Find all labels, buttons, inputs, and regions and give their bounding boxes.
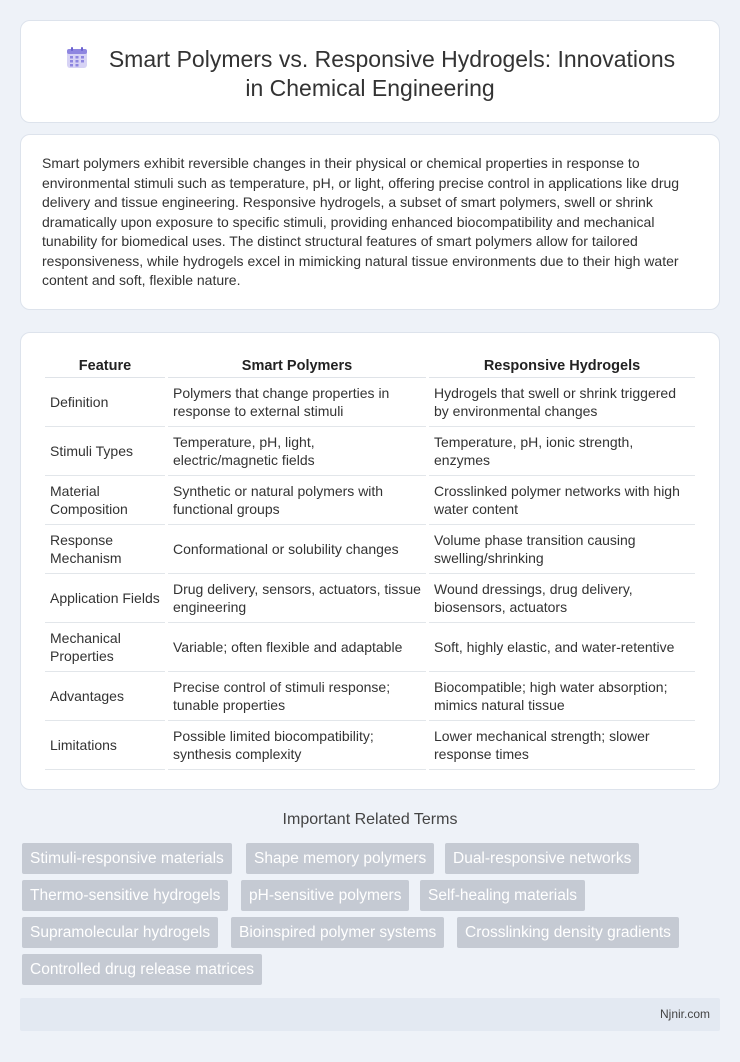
title-line-1: Smart Polymers vs. Responsive Hydrogels: Innovations [108, 46, 676, 72]
table-row [45, 623, 695, 672]
title-card [20, 20, 720, 123]
related-term-tag[interactable]: Self-healing materials [420, 880, 585, 911]
table-row [45, 378, 695, 427]
table-row [45, 574, 695, 623]
table-header-row [45, 355, 695, 378]
comparison-card [20, 332, 720, 790]
cell-smart-polymers: Variable; often flexible and adaptable [168, 623, 426, 672]
related-term-tag[interactable]: Stimuli-responsive materials [22, 843, 232, 874]
cell-smart-polymers: Conformational or solubility changes [168, 525, 426, 574]
table-row [45, 427, 695, 476]
cell-feature: Advantages [45, 672, 165, 721]
cell-responsive-hydrogels: Hydrogels that swell or shrink triggered by environmental changes [429, 378, 695, 427]
title-line-2: in Chemical Engineering [245, 75, 495, 101]
cell-smart-polymers: Precise control of stimuli response; tunable properties [168, 672, 426, 721]
related-term-tag[interactable]: Crosslinking density gradients [457, 917, 679, 948]
related-term-tag[interactable]: Shape memory polymers [246, 843, 434, 874]
cell-responsive-hydrogels: Temperature, pH, ionic strength, enzymes [429, 427, 695, 476]
comparison-table [42, 355, 698, 770]
table-row [45, 476, 695, 525]
cell-feature: Application Fields [45, 574, 165, 623]
calendar-icon [65, 46, 89, 70]
intro-card [20, 134, 720, 310]
related-term-tag[interactable]: Dual-responsive networks [445, 843, 639, 874]
cell-responsive-hydrogels: Lower mechanical strength; slower response times [429, 721, 695, 770]
cell-feature: Response Mechanism [45, 525, 165, 574]
cell-responsive-hydrogels: Crosslinked polymer networks with high water content [429, 476, 695, 525]
related-terms-title: Important Related Terms [282, 811, 458, 828]
table-row [45, 721, 695, 770]
related-term-tag[interactable]: Bioinspired polymer systems [231, 917, 444, 948]
cell-responsive-hydrogels: Volume phase transition causing swelling/shrinking [429, 525, 695, 574]
cell-responsive-hydrogels: Wound dressings, drug delivery, biosensors, actuators [429, 574, 695, 623]
related-term-tag[interactable]: Controlled drug release matrices [22, 954, 262, 985]
cell-feature: Limitations [45, 721, 165, 770]
cell-responsive-hydrogels: Biocompatible; high water absorption; mimics natural tissue [429, 672, 695, 721]
related-term-tag[interactable]: Thermo-sensitive hydrogels [22, 880, 228, 911]
cell-feature: Mechanical Properties [45, 623, 165, 672]
cell-smart-polymers: Synthetic or natural polymers with functional groups [168, 476, 426, 525]
cell-smart-polymers: Possible limited biocompatibility; synthesis complexity [168, 721, 426, 770]
cell-smart-polymers: Temperature, pH, light, electric/magnetic fields [168, 427, 426, 476]
cell-responsive-hydrogels: Soft, highly elastic, and water-retentive [429, 623, 695, 672]
table-row [45, 672, 695, 721]
footer-site[interactable]: Njnir.com [659, 1007, 710, 1021]
intro-paragraph: Smart polymers exhibit reversible changes in their physical or chemical properties in response to environmental stimuli such as temperature, pH, or light, offering precise control in applications like drug delivery and tissue engineering. Responsive hydrogels, a subset of smart polymers, swell or shrink dramatically upon exposure to specific stimuli, providing enhanced biocompatibility and mechanical tunability for biomedical uses. The distinct structural features of smart polymers allow for tailored responsiveness, while hydrogels excel in mimicking natural tissue environments due to their high water content and soft, flexible nature. [42, 155, 680, 288]
cell-feature: Stimuli Types [45, 427, 165, 476]
related-term-tag[interactable]: Supramolecular hydrogels [22, 917, 218, 948]
table-row [45, 525, 695, 574]
page-title [21, 45, 719, 103]
cell-feature: Material Composition [45, 476, 165, 525]
header-smart-polymers: Smart Polymers [168, 355, 426, 378]
header-feature: Feature [45, 355, 165, 378]
cell-smart-polymers: Polymers that change properties in response to external stimuli [168, 378, 426, 427]
footer [20, 998, 720, 1031]
header-responsive-hydrogels: Responsive Hydrogels [429, 355, 695, 378]
related-term-tag[interactable]: pH-sensitive polymers [241, 880, 409, 911]
cell-feature: Definition [45, 378, 165, 427]
cell-smart-polymers: Drug delivery, sensors, actuators, tissue engineering [168, 574, 426, 623]
